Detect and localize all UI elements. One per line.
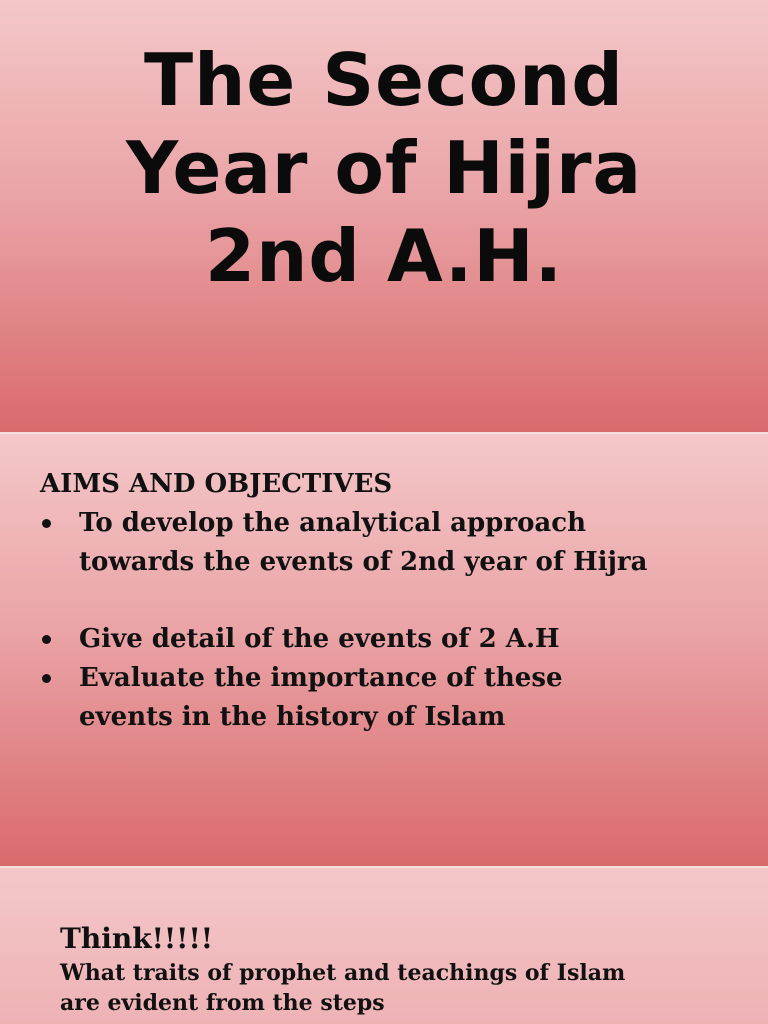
think-heading: Think!!!!! bbox=[60, 922, 214, 955]
title-line: The Second bbox=[144, 38, 624, 122]
list-item bbox=[40, 620, 740, 659]
list-item-line: To develop the analytical approach bbox=[79, 508, 586, 538]
list-item-line: Give detail of the events of 2 A.H bbox=[79, 624, 560, 654]
list-item-line: events in the history of Islam bbox=[79, 702, 506, 732]
think-body bbox=[60, 958, 750, 1018]
title-line: Year of Hijra bbox=[125, 126, 643, 210]
slide-title bbox=[0, 36, 768, 300]
bullet-dot-icon bbox=[42, 674, 51, 683]
think-body-line: What traits of prophet and teachings of Islam bbox=[60, 960, 626, 986]
think-body-line: are evident from the steps bbox=[60, 990, 385, 1016]
list-item bbox=[40, 504, 740, 582]
aims-list bbox=[40, 504, 740, 737]
aims-heading: AIMS AND OBJECTIVES bbox=[40, 469, 393, 499]
bullet-dot-icon bbox=[42, 519, 51, 528]
title-slide bbox=[0, 0, 768, 432]
list-item-line: Evaluate the importance of these bbox=[79, 663, 563, 693]
bullet-dot-icon bbox=[42, 635, 51, 644]
list-item-line: towards the events of 2nd year of Hijra bbox=[79, 547, 648, 577]
title-line: 2nd A.H. bbox=[205, 214, 563, 298]
list-item bbox=[40, 659, 740, 737]
